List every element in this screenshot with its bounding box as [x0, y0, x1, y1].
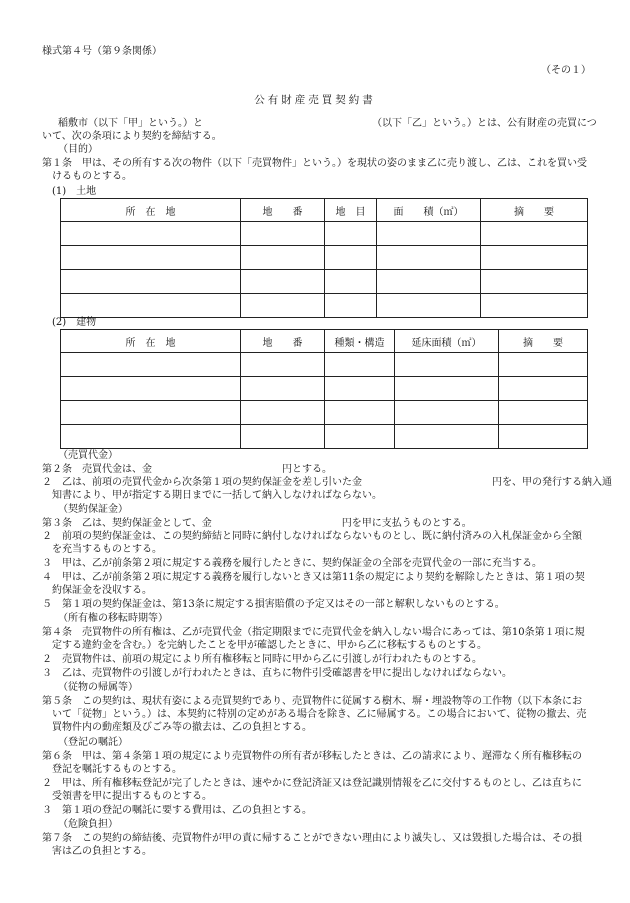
part-label: （その１）: [541, 65, 591, 76]
table-cell[interactable]: [395, 377, 499, 401]
article-5-line-3: 買物件内の動産類及びごみ等の撤去は、乙の負担とする。: [42, 722, 312, 733]
table-cell[interactable]: [499, 401, 588, 425]
table-cell[interactable]: [325, 222, 377, 246]
table-cell[interactable]: [395, 401, 499, 425]
table-row: [61, 270, 588, 294]
table-cell[interactable]: [61, 222, 241, 246]
land-table-header-row: [61, 199, 588, 222]
building-header-lot-number: 地 番: [241, 330, 325, 353]
table-cell[interactable]: [61, 377, 241, 401]
table-cell[interactable]: [61, 294, 241, 318]
land-header-land-category: 地 目: [325, 199, 377, 222]
article-4-line-2: 定する違約金を含む。）を完納したことを甲が確認したときに、甲から乙に移転するものとする。: [42, 640, 487, 651]
table-cell[interactable]: [395, 425, 499, 449]
article-3-4-line-1: ４ 甲は、乙が前条第２項に規定する義務を履行しないとき又は第11条の規定により契約を解除したときは、第１項の契: [42, 572, 585, 583]
article-5-line-1: 第５条 この契約は、現状有姿による売買契約であり、売買物件に従属する樹木、塀・埋設物等の工作物（以下本条にお: [42, 696, 582, 707]
table-cell[interactable]: [481, 246, 588, 270]
table-cell[interactable]: [61, 270, 241, 294]
land-table: [60, 198, 588, 318]
table-cell[interactable]: [241, 353, 325, 377]
article-6-3: ３ 第１項の登記の嘱託に要する費用は、乙の負担とする。: [42, 805, 312, 816]
table-cell[interactable]: [325, 270, 377, 294]
table-cell[interactable]: [377, 294, 481, 318]
table-cell[interactable]: [377, 270, 481, 294]
table-cell[interactable]: [325, 401, 395, 425]
article-1-line-1: 第１条 甲は、その所有する次の物件（以下「売買物件」という。）を現状の姿のまま乙に売り渡し、乙は、これを買い受: [42, 158, 587, 169]
article-6-2-line-1: ２ 甲は、所有権移転登記が完了したときは、速やかに登記済証又は登記識別情報を乙に交付するものとし、乙は直ちに: [42, 778, 582, 789]
article-4-2: ２ 売買物件は、前項の規定により所有権移転と同時に甲から乙に引渡しが行われたものとする。: [42, 654, 482, 665]
land-header-remarks: 摘 要: [481, 199, 588, 222]
table-cell[interactable]: [241, 294, 325, 318]
article-5-line-2: いて「従物」という。）は、本契約に特別の定めがある場合を除き、乙に帰属する。この場合において、従物の撤去、売: [42, 709, 587, 720]
building-header-floor-area: 延床面積（㎡）: [395, 330, 499, 353]
table-cell[interactable]: [481, 222, 588, 246]
building-table-caption: (2) 建物: [52, 317, 97, 328]
table-row: [61, 222, 588, 246]
table-cell[interactable]: [499, 353, 588, 377]
table-row: [61, 353, 588, 377]
table-cell[interactable]: [241, 246, 325, 270]
intro-line-1-cont: （以下「乙」という。）とは、公有財産の売買につ: [372, 118, 597, 129]
building-table-header-row: [61, 330, 588, 353]
table-cell[interactable]: [325, 294, 377, 318]
intro-line-1: 稲敷市（以下「甲」という。）と: [58, 118, 203, 129]
article-6-2-line-2: 受領書を甲に提出するものとする。: [42, 791, 212, 802]
article-3-2-line-1: ２ 前項の契約保証金は、この契約締結と同時に納付しなければならないものとし、既に納付済みの入札保証金から全額: [42, 531, 582, 542]
table-cell[interactable]: [481, 270, 588, 294]
article-2-line-1: 第２条 売買代金は、金 円とする。: [42, 464, 332, 475]
article-6-line-1: 第６条 甲は、第４条第１項の規定により売買物件の所有者が移転したときは、乙の請求により、遅滞なく所有権移転の: [42, 751, 582, 762]
table-cell[interactable]: [61, 353, 241, 377]
article-4-3: ３ 乙は、売買物件の引渡しが行われたときは、直ちに物件引受確認書を甲に提出しなければならない。: [42, 668, 512, 679]
heading-sale-price: （売買代金）: [58, 450, 118, 461]
article-3-line-1: 第３条 乙は、契約保証金として、金 円を甲に支払うものとする。: [42, 518, 472, 529]
heading-accessories: （従物の帰属等）: [58, 682, 138, 693]
heading-registration: （登記の嘱託）: [58, 737, 128, 748]
table-cell[interactable]: [481, 294, 588, 318]
table-cell[interactable]: [377, 246, 481, 270]
heading-ownership-transfer: （所有権の移転時期等）: [58, 613, 168, 624]
table-row: [61, 401, 588, 425]
heading-contract-deposit: （契約保証金）: [58, 504, 128, 515]
heading-purpose: （目的）: [58, 144, 98, 155]
building-header-remarks: 摘 要: [499, 330, 588, 353]
article-3-4-line-2: 約保証金を没収する。: [42, 585, 152, 596]
table-row: [61, 425, 588, 449]
table-cell[interactable]: [241, 222, 325, 246]
table-cell[interactable]: [325, 377, 395, 401]
table-cell[interactable]: [241, 377, 325, 401]
table-cell[interactable]: [241, 401, 325, 425]
article-4-line-1: 第４条 売買物件の所有権は、乙が売買代金（指定期限までに売買代金を納入しない場合にあっては、第10条第１項に規: [42, 627, 585, 638]
table-cell[interactable]: [61, 425, 241, 449]
article-1-line-2: けるものとする。: [42, 171, 132, 182]
table-row: [61, 377, 588, 401]
table-cell[interactable]: [61, 401, 241, 425]
building-header-location: 所 在 地: [61, 330, 241, 353]
article-2-2-line-2: 知書により、甲が指定する期日までに一括して納入しなければならない。: [42, 490, 382, 501]
land-header-area: 面 積（㎡）: [377, 199, 481, 222]
table-cell[interactable]: [325, 246, 377, 270]
land-header-lot-number: 地 番: [241, 199, 325, 222]
form-number: 様式第４号（第９条関係）: [42, 46, 162, 57]
table-cell[interactable]: [499, 377, 588, 401]
document-title: 公有財産売買契約書: [254, 94, 376, 106]
article-2-2-line-1: ２ 乙は、前項の売買代金から次条第１項の契約保証金を差し引いた金 円を、甲の発行する納入通: [42, 477, 612, 488]
article-7-line-2: 害は乙の負担とする。: [42, 846, 152, 857]
table-cell[interactable]: [377, 222, 481, 246]
table-cell[interactable]: [395, 353, 499, 377]
article-7-line-1: 第７条 この契約の締結後、売買物件が甲の責に帰することができない理由により滅失し、又は毀損した場合は、その損: [42, 833, 582, 844]
table-cell[interactable]: [325, 425, 395, 449]
table-cell[interactable]: [61, 246, 241, 270]
land-table-caption: (1) 土地: [52, 186, 97, 197]
building-table: [60, 329, 588, 449]
article-3-5: ５ 第１項の契約保証金は、第13条に規定する損害賠償の予定又はその一部と解釈しないものとする。: [42, 599, 505, 610]
heading-risk-burden: （危険負担）: [58, 819, 118, 830]
table-cell[interactable]: [241, 425, 325, 449]
intro-line-2: いて、次の条項により契約を締結する。: [42, 131, 222, 142]
table-row: [61, 246, 588, 270]
table-cell[interactable]: [241, 270, 325, 294]
article-3-3: ３ 甲は、乙が前条第２項に規定する義務を履行したときに、契約保証金の全部を売買代金の一部に充当する。: [42, 558, 542, 569]
table-cell[interactable]: [499, 425, 588, 449]
table-row: [61, 294, 588, 318]
table-cell[interactable]: [325, 353, 395, 377]
article-3-2-line-2: を充当するものとする。: [42, 544, 162, 555]
land-header-location: 所 在 地: [61, 199, 241, 222]
building-header-type-structure: 種類・構造: [325, 330, 395, 353]
article-6-line-2: 登記を嘱託するものとする。: [42, 764, 182, 775]
